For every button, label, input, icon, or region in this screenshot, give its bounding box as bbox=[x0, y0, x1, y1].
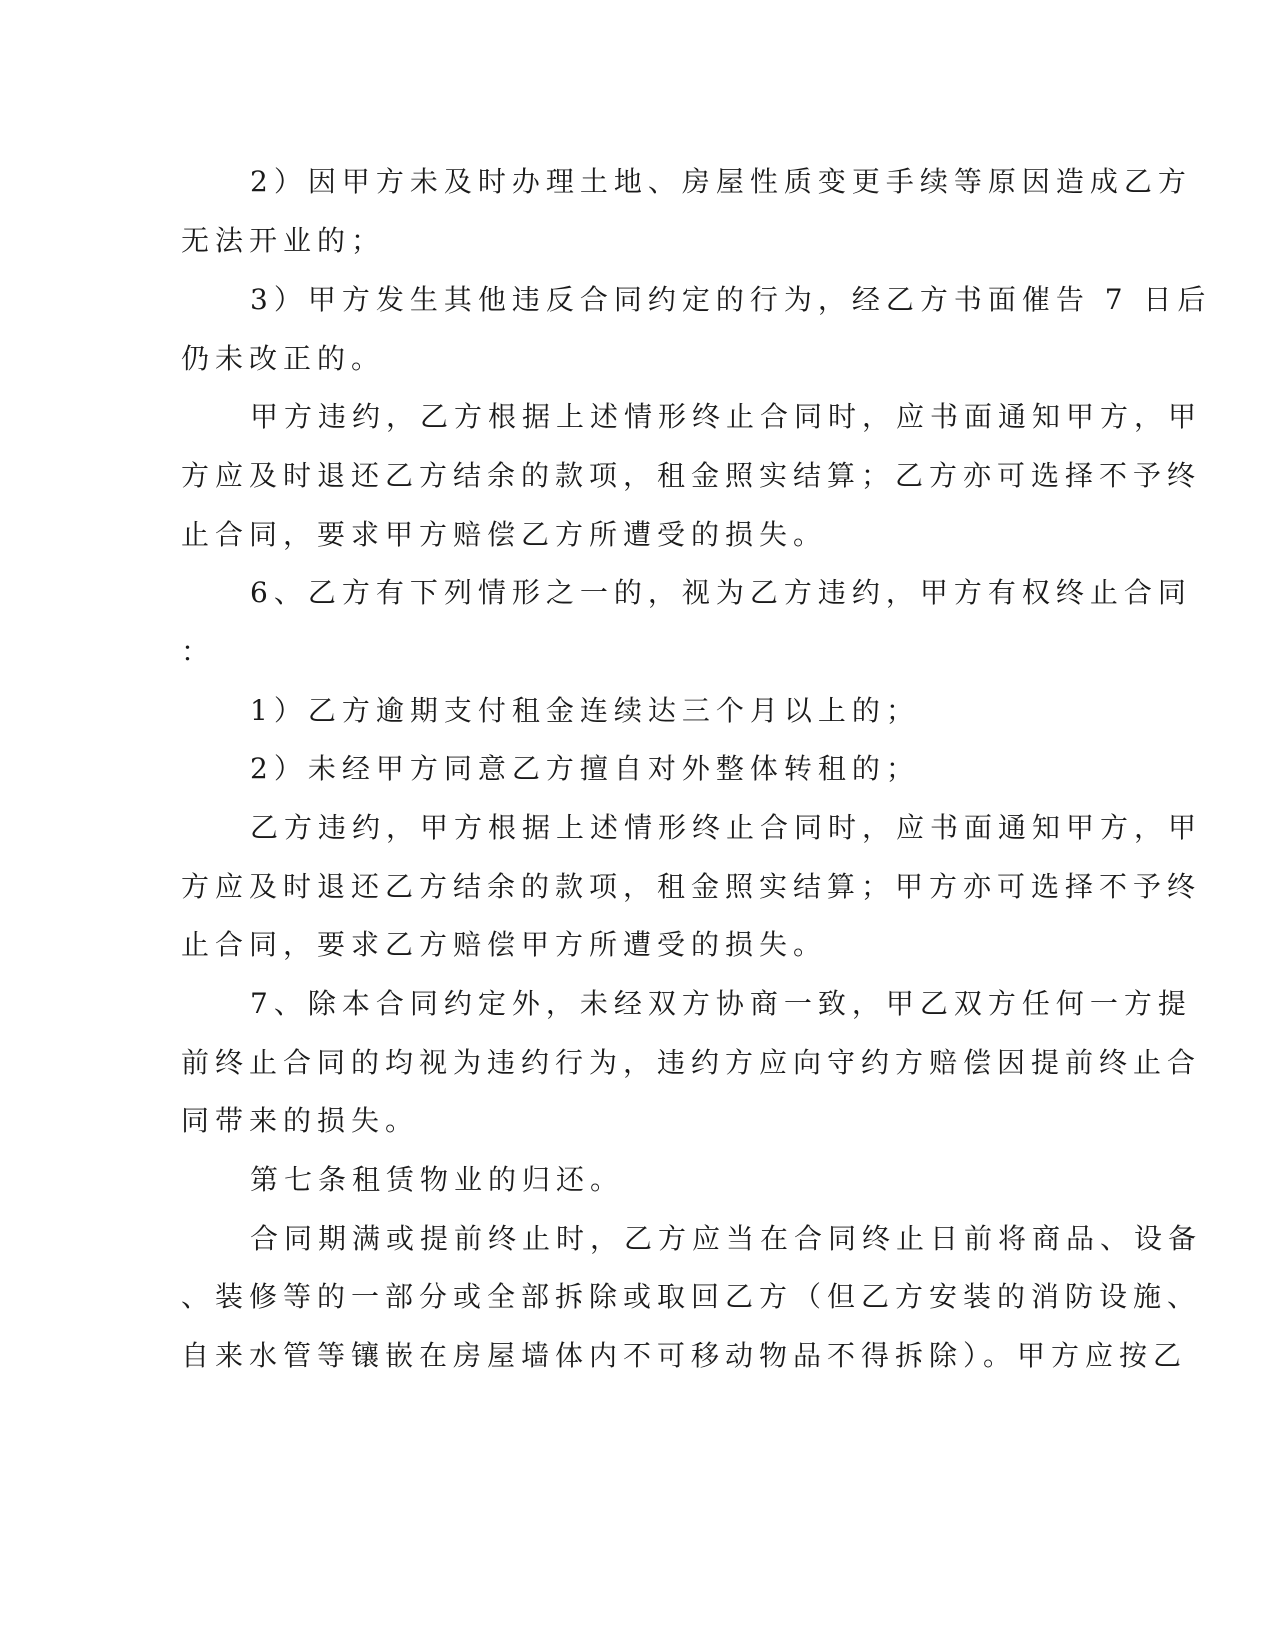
text-line: 方应及时退还乙方结余的款项，租金照实结算；甲方亦可选择不予终 bbox=[181, 870, 1202, 903]
text-line: 同带来的损失。 bbox=[181, 1104, 420, 1137]
text-line: 2）因甲方未及时办理土地、房屋性质变更手续等原因造成乙方 bbox=[250, 165, 1192, 198]
text-line: 2）未经甲方同意乙方擅自对外整体转租的； bbox=[250, 752, 920, 785]
text-line: 自来水管等镶嵌在房屋墙体内不可移动物品不得拆除）。甲方应按乙 bbox=[181, 1339, 1188, 1372]
text-line: 止合同，要求乙方赔偿甲方所遭受的损失。 bbox=[181, 928, 828, 961]
text-line: 仍未改正的。 bbox=[181, 342, 386, 375]
text-line: 无法开业的； bbox=[181, 224, 386, 257]
text-line: 、装修等的一部分或全部拆除或取回乙方（但乙方安装的消防设施、 bbox=[181, 1280, 1202, 1313]
text-line: 第七条租赁物业的归还。 bbox=[250, 1163, 625, 1196]
text-line: 前终止合同的均视为违约行为，违约方应向守约方赔偿因提前终止合 bbox=[181, 1046, 1202, 1079]
text-line: 乙方违约，甲方根据上述情形终止合同时，应书面通知甲方，甲 bbox=[250, 811, 1203, 844]
text-line: ： bbox=[181, 635, 216, 668]
text-line: 止合同，要求甲方赔偿乙方所遭受的损失。 bbox=[181, 518, 828, 551]
text-line: 1）乙方逾期支付租金连续达三个月以上的； bbox=[250, 694, 920, 727]
text-line: 方应及时退还乙方结余的款项，租金照实结算；乙方亦可选择不予终 bbox=[181, 459, 1202, 492]
text-line: 合同期满或提前终止时，乙方应当在合同终止日前将商品、设备 bbox=[250, 1222, 1203, 1255]
text-line: 3）甲方发生其他违反合同约定的行为，经乙方书面催告 7 日后 bbox=[250, 283, 1212, 316]
text-line: 甲方违约，乙方根据上述情形终止合同时，应书面通知甲方，甲 bbox=[250, 400, 1203, 433]
text-line: 6、乙方有下列情形之一的，视为乙方违约，甲方有权终止合同 bbox=[250, 576, 1192, 609]
text-line: 7、除本合同约定外，未经双方协商一致，甲乙双方任何一方提 bbox=[250, 987, 1192, 1020]
